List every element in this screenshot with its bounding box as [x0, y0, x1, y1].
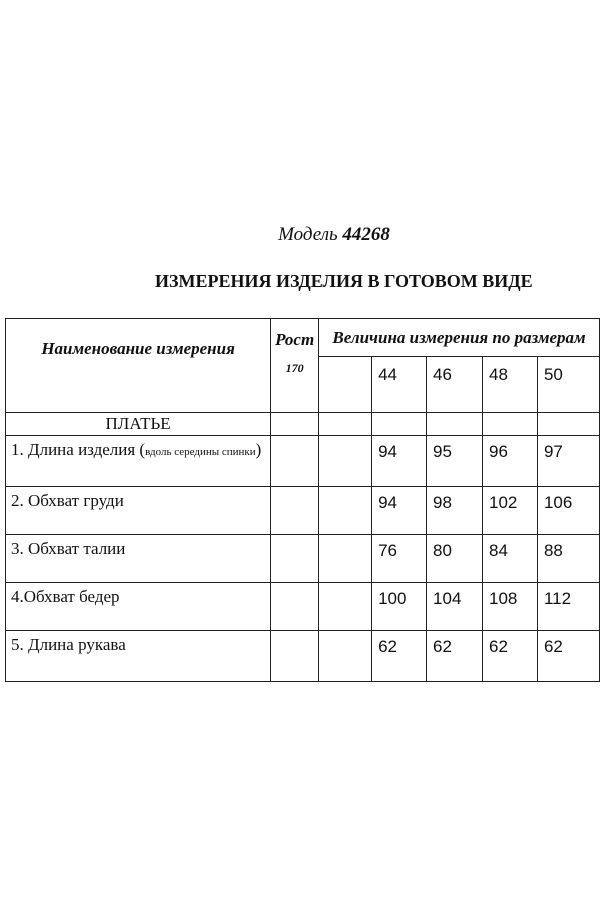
- value-cell: 95: [427, 436, 483, 487]
- table-row: [6, 487, 600, 535]
- row-label: 2. Обхват груди: [6, 487, 271, 535]
- model-label: Модель: [278, 224, 338, 245]
- growth-value: 170: [285, 361, 304, 375]
- value-cell: 94: [372, 436, 427, 487]
- empty-cell: [537, 413, 599, 436]
- value-cell: 94: [372, 487, 427, 535]
- row-label: 3. Обхват талии: [6, 535, 271, 583]
- table-row: [6, 583, 600, 631]
- value-cell: 96: [483, 436, 538, 487]
- empty-cell: [319, 436, 372, 487]
- header-row: [6, 319, 600, 357]
- empty-cell: [271, 487, 319, 535]
- empty-cell: [271, 413, 319, 436]
- value-cell: 80: [427, 535, 483, 583]
- size-50: 50: [537, 357, 599, 413]
- empty-cell: [319, 413, 372, 436]
- value-cell: 62: [427, 631, 483, 682]
- value-cell: 76: [372, 535, 427, 583]
- size-46: 46: [427, 357, 483, 413]
- value-cell: 108: [483, 583, 538, 631]
- empty-cell: [271, 535, 319, 583]
- growth-header: [271, 319, 319, 413]
- value-cell: 62: [537, 631, 599, 682]
- empty-cell: [271, 583, 319, 631]
- value-cell: 62: [483, 631, 538, 682]
- empty-cell: [319, 631, 372, 682]
- value-cell: 106: [537, 487, 599, 535]
- empty-cell: [319, 535, 372, 583]
- value-cell: 102: [483, 487, 538, 535]
- value-cell: 88: [537, 535, 599, 583]
- blank-cell: [319, 357, 372, 413]
- measurements-table: [5, 318, 600, 682]
- name-header: Наименование измерения: [6, 319, 271, 413]
- value-cell: 98: [427, 487, 483, 535]
- empty-cell: [319, 487, 372, 535]
- size-44: 44: [372, 357, 427, 413]
- model-title: [0, 224, 600, 246]
- row-label-close: ): [255, 440, 262, 459]
- empty-cell: [271, 631, 319, 682]
- section-label: ПЛАТЬЕ: [6, 413, 271, 436]
- growth-label: Рост: [275, 330, 315, 349]
- empty-cell: [271, 436, 319, 487]
- row-label: 4.Обхват бедер: [6, 583, 271, 631]
- value-cell: 112: [537, 583, 599, 631]
- measure-header: Величина измерения по размерам: [319, 319, 600, 357]
- empty-cell: [483, 413, 538, 436]
- row-label-note: вдоль середины спинки: [145, 446, 256, 458]
- empty-cell: [319, 583, 372, 631]
- value-cell: 62: [372, 631, 427, 682]
- page-heading: ИЗМЕРЕНИЯ ИЗДЕЛИЯ В ГОТОВОМ ВИДЕ: [155, 271, 533, 291]
- empty-cell: [427, 413, 483, 436]
- value-cell: 97: [537, 436, 599, 487]
- model-number: 44268: [342, 224, 390, 245]
- value-cell: 100: [372, 583, 427, 631]
- section-row: [6, 413, 600, 436]
- empty-cell: [372, 413, 427, 436]
- row-label: [6, 436, 271, 487]
- table-row: [6, 535, 600, 583]
- value-cell: 104: [427, 583, 483, 631]
- value-cell: 84: [483, 535, 538, 583]
- size-48: 48: [483, 357, 538, 413]
- row-label: 5. Длина рукава: [6, 631, 271, 682]
- row-label-text: 1. Длина изделия (: [11, 440, 146, 459]
- table-row: [6, 631, 600, 682]
- table-row: [6, 436, 600, 487]
